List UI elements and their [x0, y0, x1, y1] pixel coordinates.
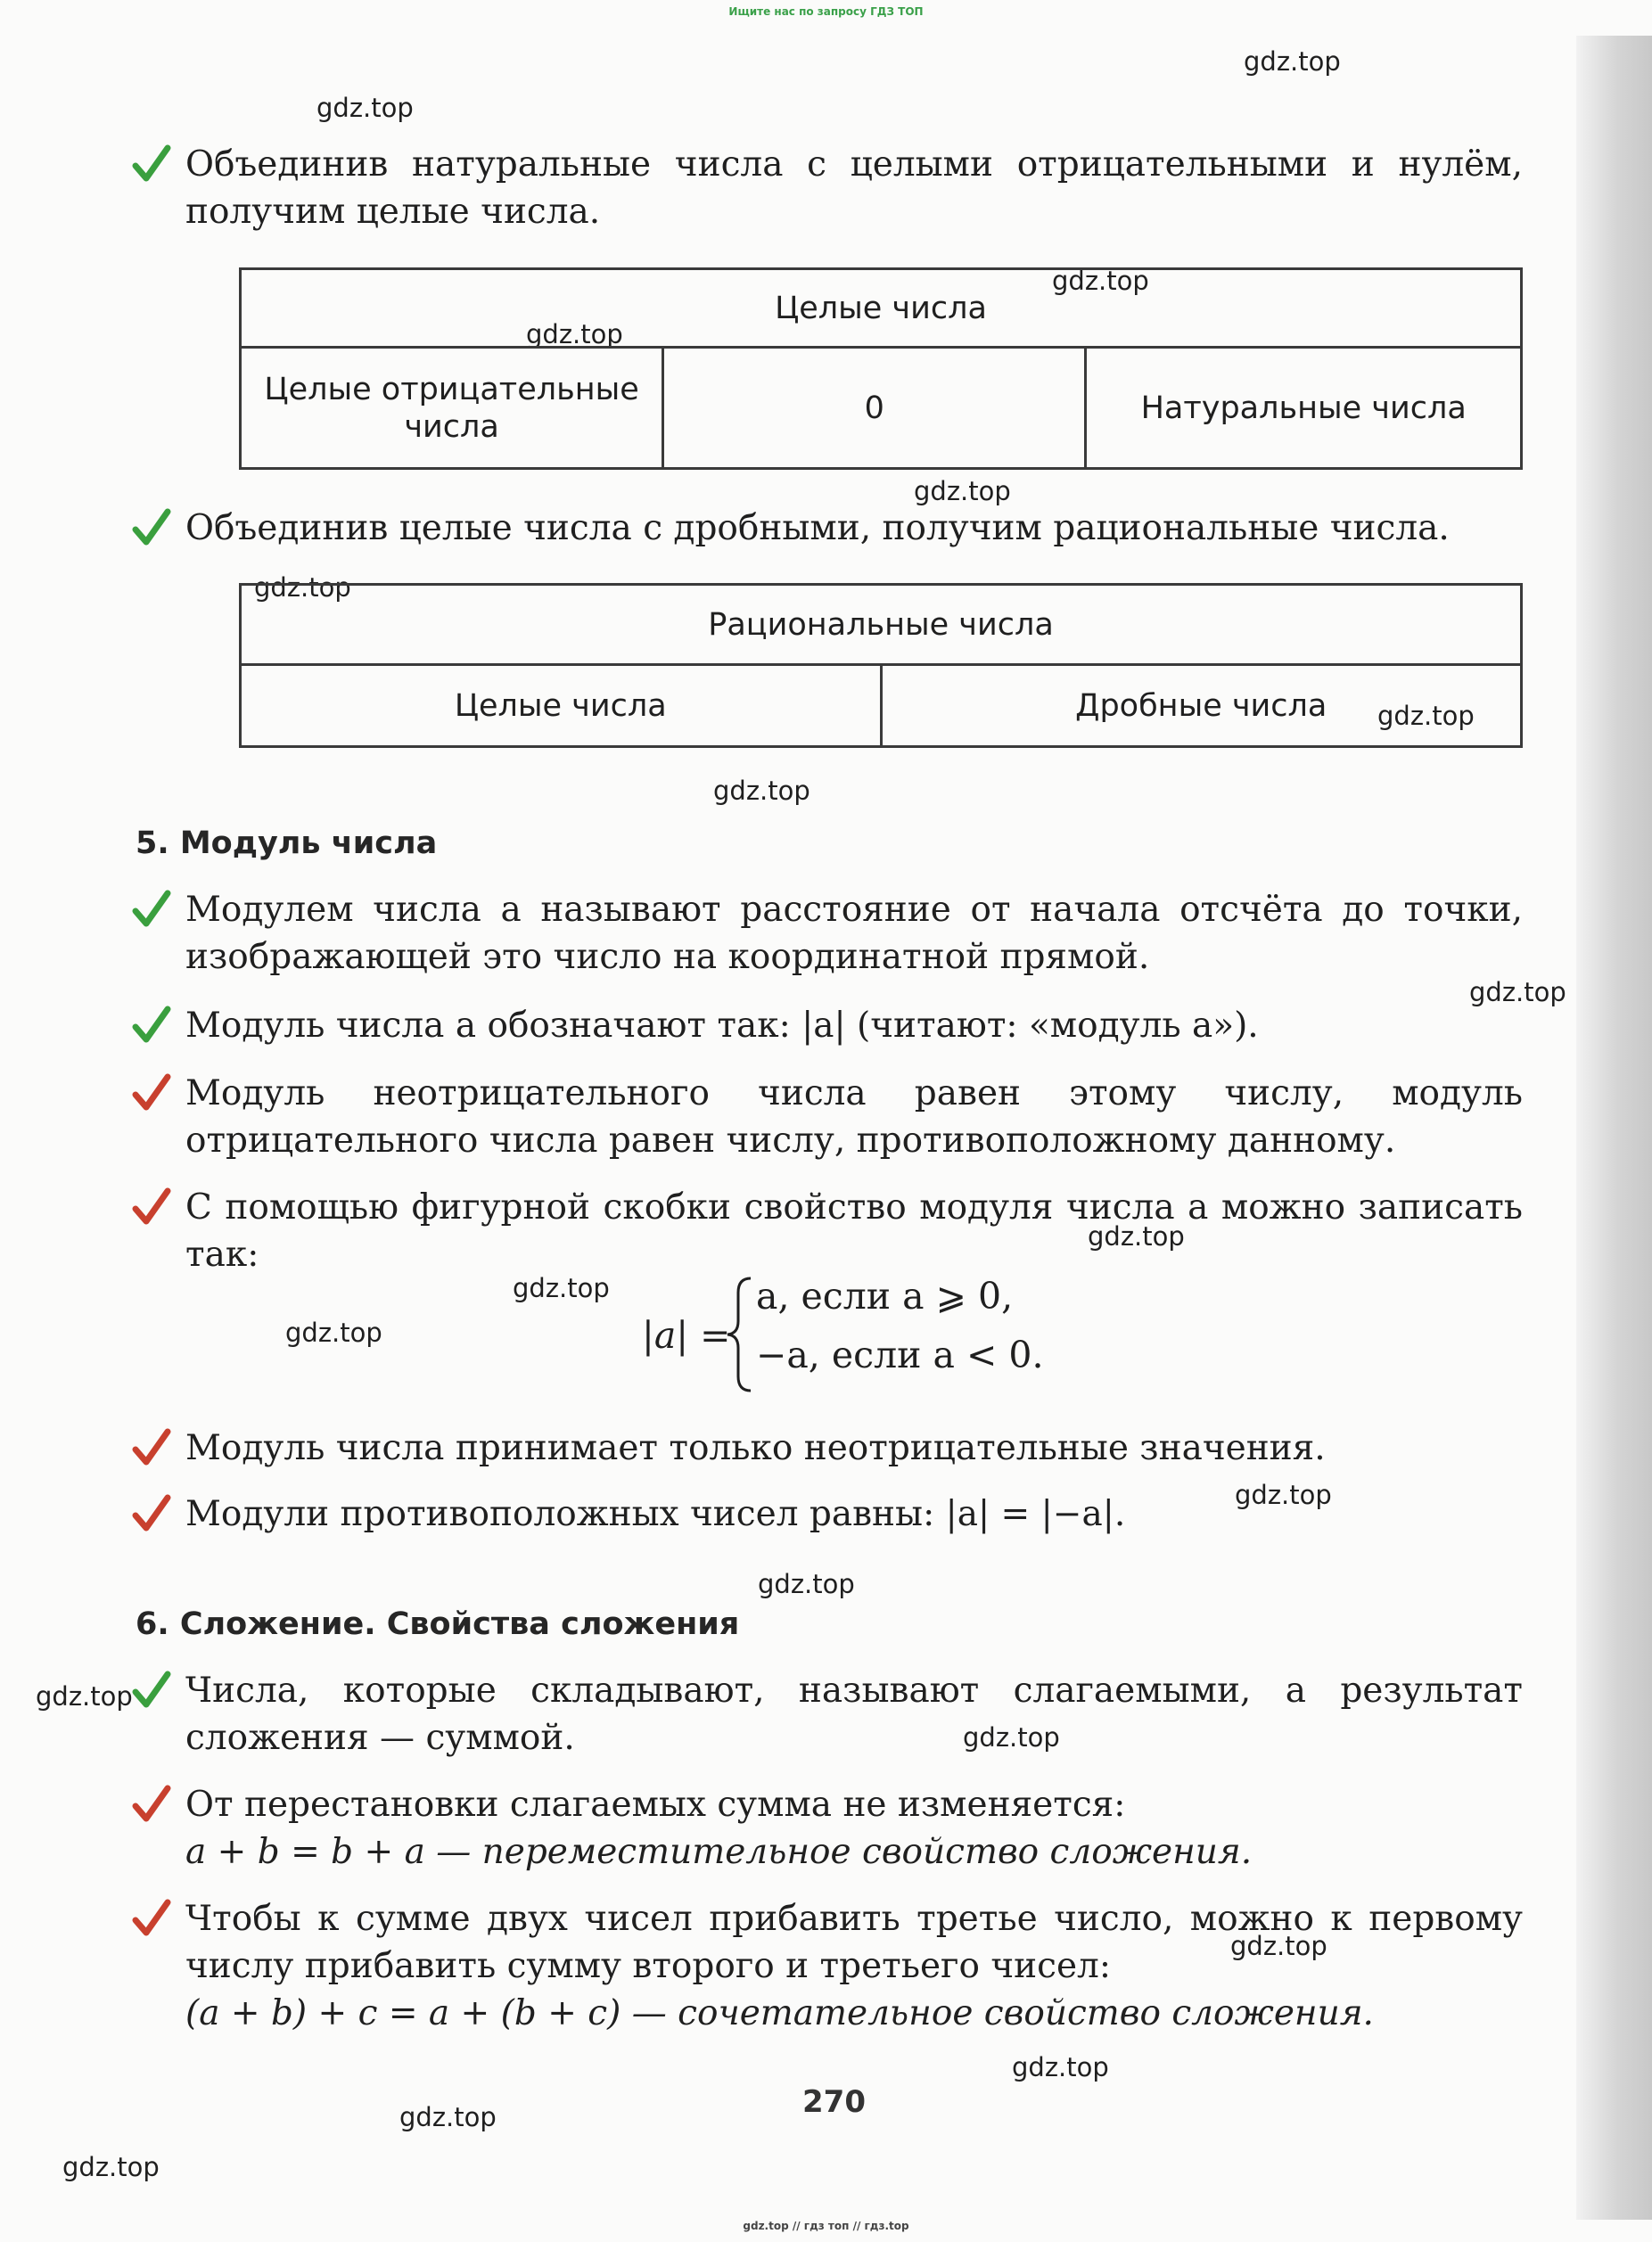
check-icon [132, 1783, 171, 1826]
watermark: gdz.top [1244, 46, 1341, 77]
table-header: Целые числа [241, 269, 1522, 348]
watermark: gdz.top [1230, 1931, 1327, 1961]
check-icon [132, 1492, 171, 1535]
list-item: Модуль числа принимает только неотрицательные значения. [185, 1425, 1523, 1472]
table-cell: Дробные числа [881, 665, 1522, 747]
table-header: Рациональные числа [241, 585, 1522, 665]
formula: a + b = b + a — переместительное свойство сложения. [185, 1832, 1253, 1872]
watermark: gdz.top [1235, 1480, 1332, 1510]
check-icon [132, 1426, 171, 1469]
watermark: gdz.top [713, 776, 810, 806]
table-cell: Целые числа [241, 665, 882, 747]
table-cell: Натуральные числа [1086, 348, 1522, 469]
section-heading: 5. Модуль числа [136, 825, 438, 861]
list-item: Модули противоположных чисел равны: |a| = |−a|. [185, 1491, 1523, 1538]
watermark: gdz.top [316, 93, 414, 123]
check-icon [132, 1897, 171, 1940]
watermark: gdz.top [513, 1273, 610, 1303]
watermark: gdz.top [1052, 266, 1149, 296]
check-icon [132, 1186, 171, 1228]
check-icon [132, 1669, 171, 1712]
table-cell: 0 [663, 348, 1086, 469]
page-edge-shadow [1576, 36, 1652, 2220]
page-number: 270 [802, 2084, 866, 2120]
table-cell: Целые отрицательные числа [241, 348, 663, 469]
watermark: gdz.top [963, 1722, 1060, 1753]
check-icon [132, 888, 171, 931]
watermark: gdz.top [1088, 1221, 1185, 1252]
rationals-statement: Объединив целые числа с дробными, получим рациональные числа. [185, 505, 1523, 552]
watermark: gdz.top [62, 2152, 160, 2182]
abs-value-definition [642, 1275, 1177, 1400]
list-item: Числа, которые складывают, называют слагаемыми, а результат сложения — суммой. [185, 1667, 1523, 1762]
watermark: gdz.top [1377, 701, 1475, 731]
rationals-table [239, 583, 1523, 748]
watermark: gdz.top [1012, 2052, 1109, 2082]
formula: (a + b) + c = a + (b + c) — сочетательное свойство сложения. [185, 1993, 1374, 2033]
watermark: gdz.top [36, 1681, 133, 1712]
watermark: gdz.top [914, 476, 1011, 506]
integers-table [239, 267, 1523, 470]
check-icon [132, 1072, 171, 1114]
list-item: Модулем числа a называют расстояние от начала отсчёта до точки, изображающей это число на координатной прямой. [185, 886, 1523, 981]
watermark: gdz.top [758, 1569, 855, 1599]
integers-statement: Объединив натуральные числа с целыми отрицательными и нулём, получим целые числа. [185, 141, 1523, 235]
check-icon [132, 506, 171, 549]
section-heading: 6. Сложение. Свойства сложения [136, 1606, 740, 1642]
check-icon [132, 1004, 171, 1047]
formula-case-2: −a, если a < 0. [756, 1334, 1044, 1376]
list-item: Чтобы к сумме двух чисел прибавить третье число, можно к первому числу прибавить сумму второго и третьего чисел: (a + b) + c = a + (b + c) — сочетательное свойство сложения. [185, 1895, 1523, 2037]
bottom-banner: gdz.top // гдз топ // гдз.top [743, 2220, 909, 2232]
list-item: С помощью фигурной скобки свойство модуля числа a можно записать так: [185, 1184, 1523, 1278]
formula-case-1: a, если a ⩾ 0, [756, 1275, 1014, 1318]
top-banner: Ищите нас по запросу ГДЗ ТОП [728, 5, 924, 18]
watermark: gdz.top [399, 2102, 497, 2132]
list-item: Модуль неотрицательного числа равен этому числу, модуль отрицательного числа равен числу, противоположному данному. [185, 1070, 1523, 1164]
watermark: gdz.top [254, 572, 351, 603]
formula-lhs: |a| = [642, 1314, 731, 1357]
watermark: gdz.top [526, 319, 623, 349]
curly-brace-icon [724, 1275, 756, 1394]
watermark: gdz.top [1469, 977, 1566, 1007]
list-item: Модуль числа a обозначают так: |a| (читают: «модуль a»). [185, 1002, 1523, 1049]
check-icon [132, 143, 171, 185]
list-item: От перестановки слагаемых сумма не изменяется: a + b = b + a — переместительное свойство сложения. [185, 1781, 1523, 1876]
watermark: gdz.top [285, 1318, 382, 1348]
